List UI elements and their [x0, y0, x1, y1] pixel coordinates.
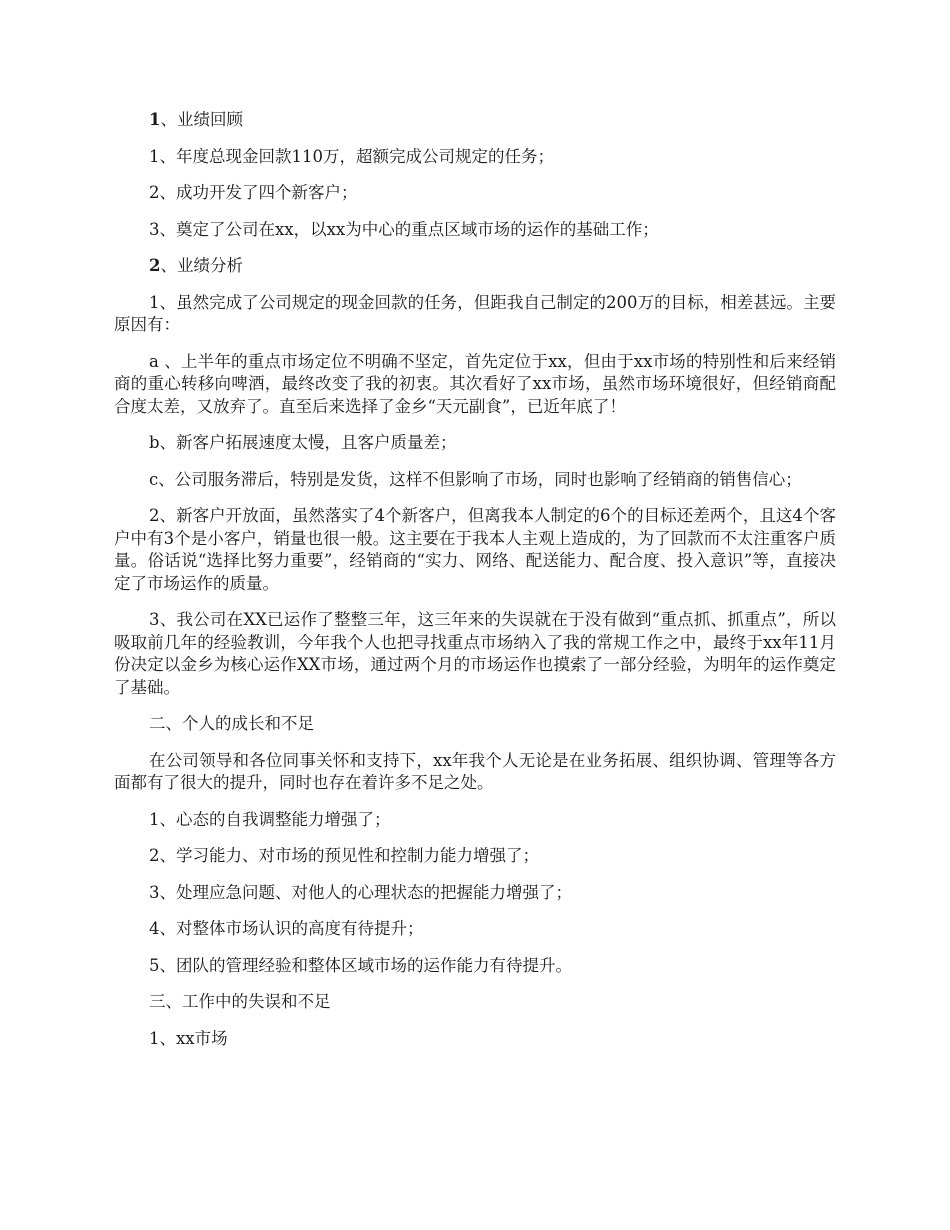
section-heading-1: [114, 109, 836, 132]
section-heading: 三、工作中的失误和不足: [149, 992, 331, 1011]
paragraph: 3、奠定了公司在xx，以xx为中心的重点区域市场的运作的基础工作；: [149, 219, 659, 239]
section-heading-2: [114, 255, 836, 278]
paragraph: c、公司服务滞后，特别是发货，这样不但影响了市场，同时也影响了经销商的销售信心；: [149, 469, 802, 489]
paragraph: 3、我公司在XX已运作了整整三年，这三年来的失误就在于没有做到“重点抓、抓重点”，所以吸取前几年的经验教训，今年我个人也把寻找重点市场纳入了我的常规工作之中，最终于xx年11月份决定以金乡为核心运作XX市场，通过两个月的市场运作也摸索了一部分经验，为明年的运作奠定了基础。: [114, 610, 836, 697]
paragraph: 1、虽然完成了公司规定的现金回款的任务，但距我自己制定的200万的目标，相差甚远。主要原因有：: [114, 292, 836, 334]
paragraph: 2、新客户开放面，虽然落实了4个新客户，但离我本人制定的6个的目标还差两个，且这4个客户中有3个是小客户，销量也很一般。这主要在于我本人主观上造成的，为了回款而不太注重客户质量。俗话说“选择比努力重要”，经销商的“实力、网络、配送能力、配合度、投入意识”等，直接决定了市场运作的质量。: [114, 506, 836, 593]
paragraph: 5、团队的管理经验和整体区域市场的运作能力有待提升。: [149, 955, 572, 975]
paragraph: 2、学习能力、对市场的预见性和控制力能力增强了；: [149, 846, 539, 865]
heading-text: 、业绩回顾: [160, 110, 243, 129]
paragraph: 1、年度总现金回款110万，超额完成公司规定的任务；: [149, 146, 554, 166]
paragraph: 1、xx市场: [149, 1028, 228, 1048]
heading-number: 2: [149, 256, 161, 275]
heading-text: 、业绩分析: [160, 256, 243, 275]
heading-number: 1: [149, 110, 161, 129]
section-heading: 二、个人的成长和不足: [149, 714, 314, 733]
paragraph: 在公司领导和各位同事关怀和支持下，xx年我个人无论是在业务拓展、组织协调、管理等各方面都有了很大的提升，同时也存在着许多不足之处。: [114, 750, 836, 792]
paragraph: 4、对整体市场认识的高度有待提升；: [149, 919, 424, 938]
paragraph: b、新客户拓展速度太慢，且客户质量差；: [149, 433, 457, 452]
paragraph: a 、上半年的重点市场定位不明确不坚定，首先定位于xx，但由于xx市场的特别性和后来经销商的重心转移向啤酒，最终改变了我的初衷。其次看好了xx市场，虽然市场环境很好，但经销商配合度太差，又放弃了。直至后来选择了金乡“天元副食”，已近年底了！: [114, 351, 836, 416]
paragraph: 3、处理应急问题、对他人的心理状态的把握能力增强了；: [149, 882, 572, 902]
paragraph: 2、成功开发了四个新客户；: [149, 183, 358, 202]
paragraph: 1、心态的自我调整能力增强了；: [149, 809, 391, 829]
